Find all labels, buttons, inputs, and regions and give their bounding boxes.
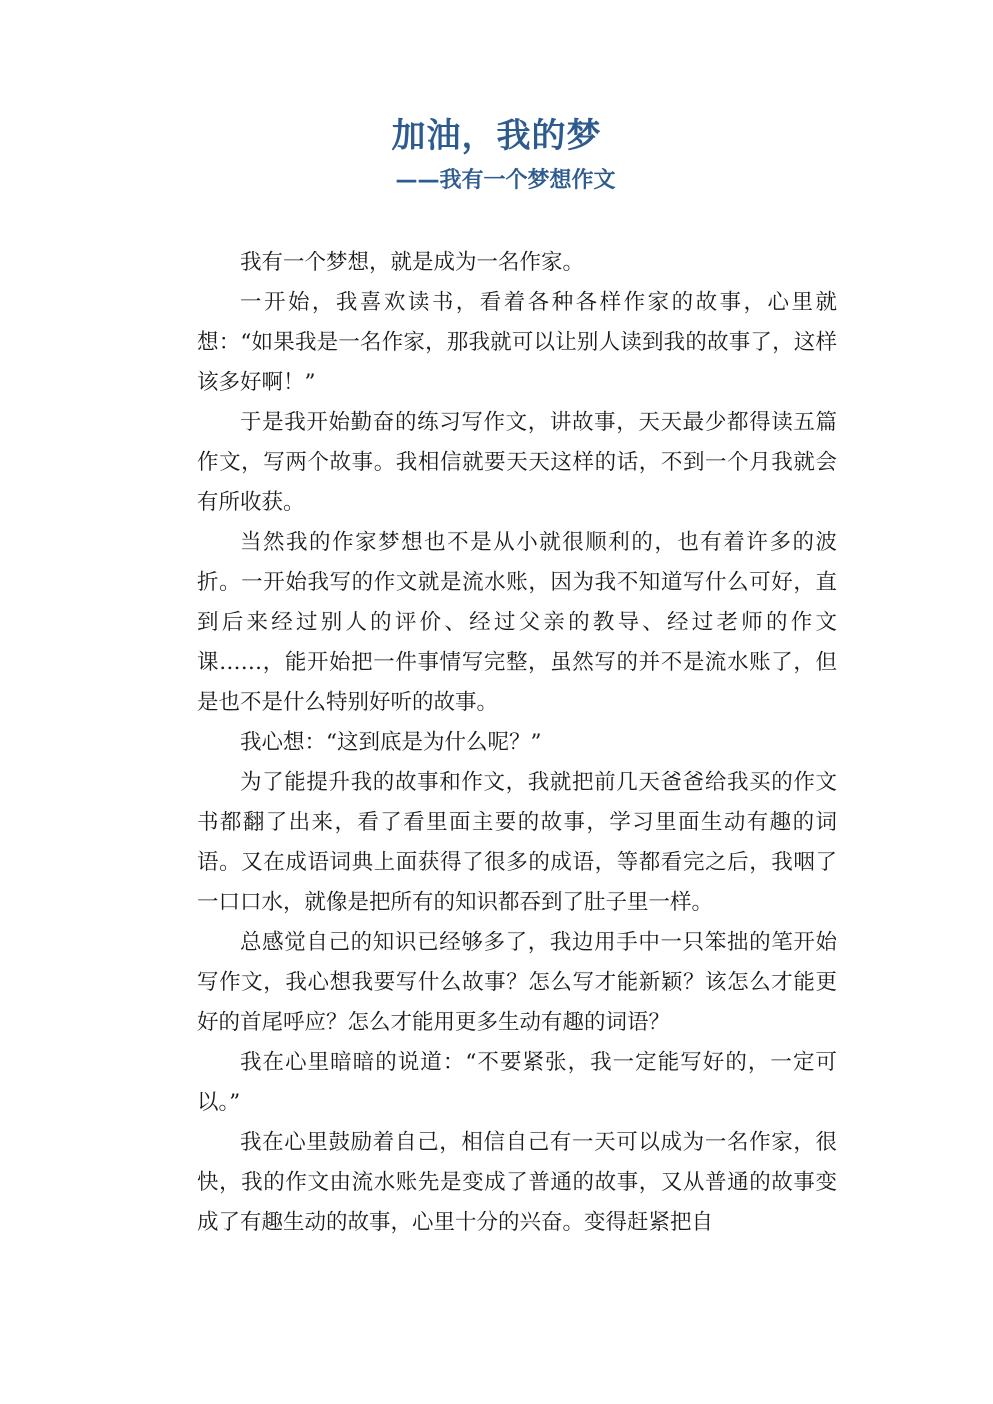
paragraph-9: 我在心里鼓励着自己，相信自己有一天可以成为一名作家，很快，我的作文由流水账先是变成了普通的故事，又从普通的故事变成了有趣生动的故事，心里十分的兴奋。变得赶紧把自 (197, 1130, 837, 1235)
paragraph-7: 总感觉自己的知识已经够多了，我边用手中一只笨拙的笔开始写作文，我心想我要写什么故事？怎么写才能新颖？该怎么才能更好的首尾呼应？怎么才能用更多生动有趣的词语？ (197, 930, 837, 1035)
paragraph-2: 一开始，我喜欢读书，看着各种各样作家的故事，心里就想：“如果我是一名作家，那我就可以让别人读到我的故事了，这样该多好啊！” (197, 290, 837, 395)
document-body (197, 243, 837, 1243)
paragraph-5: 我心想：“这到底是为什么呢？” (240, 730, 542, 755)
paragraph-3: 于是我开始勤奋的练习写作文，讲故事，天天最少都得读五篇作文，写两个故事。我相信就要天天这样的话，不到一个月我就会有所收获。 (197, 410, 837, 515)
paragraph-1: 我有一个梦想，就是成为一名作家。 (240, 250, 585, 275)
document-subtitle: ——我有一个梦想作文 (395, 168, 616, 193)
paragraph-4: 当然我的作家梦想也不是从小就很顺利的，也有着许多的波折。一开始我写的作文就是流水账，因为我不知道写什么可好，直到后来经过别人的评价、经过父亲的教导、经过老师的作文课……，能开始把一件事情写完整，虽然写的并不是流水账了，但是也不是什么特别好听的故事。 (197, 530, 837, 715)
document-title: 加油，我的梦 (391, 116, 602, 156)
paragraph-6: 为了能提升我的故事和作文，我就把前几天爸爸给我买的作文书都翻了出来，看了看里面主要的故事，学习里面生动有趣的词语。又在成语词典上面获得了很多的成语，等都看完之后，我咽了一口口水，就像是把所有的知识都吞到了肚子里一样。 (197, 770, 837, 915)
paragraph-8: 我在心里暗暗的说道：“不要紧张，我一定能写好的，一定可以。” (197, 1050, 837, 1115)
